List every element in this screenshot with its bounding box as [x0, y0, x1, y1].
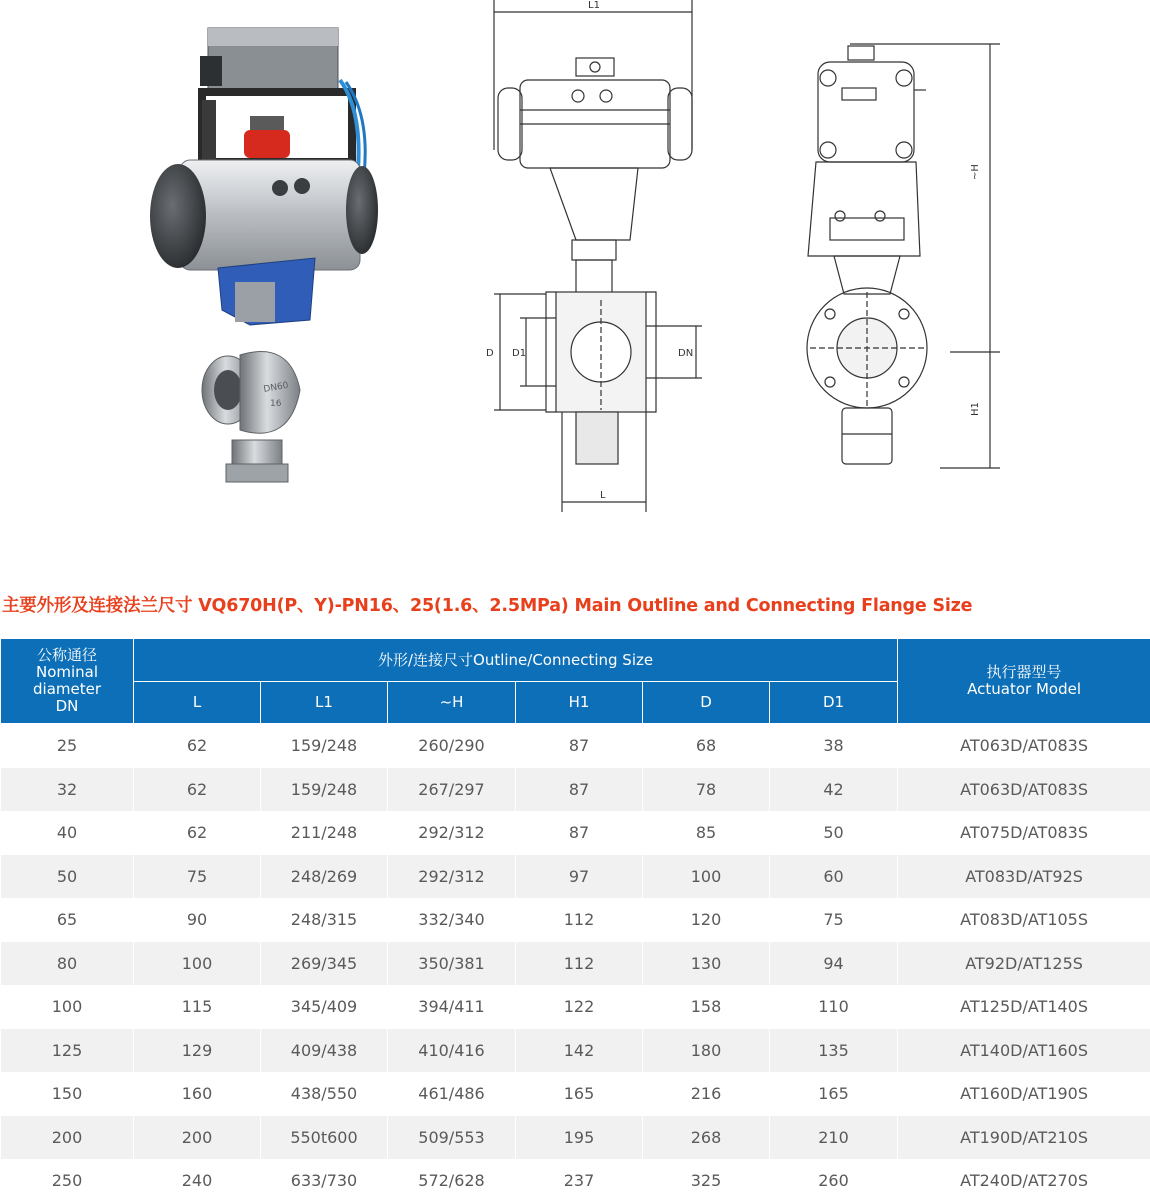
cell-dn: 40	[1, 811, 134, 855]
cell-dn: 32	[1, 768, 134, 812]
header-dn-en2: diameter	[33, 680, 101, 698]
cell-l1: 248/315	[261, 898, 388, 942]
cell-l1: 248/269	[261, 855, 388, 899]
table-row	[1, 1072, 1150, 1116]
dim-label-H: ~H	[970, 164, 981, 180]
cell-d: 158	[643, 985, 770, 1029]
cell-d: 100	[643, 855, 770, 899]
cell-l: 129	[134, 1029, 261, 1073]
cell-d1: 210	[770, 1116, 898, 1160]
cell-d: 68	[643, 724, 770, 768]
header-actuator-cn: 执行器型号	[986, 663, 1062, 681]
cell-l: 62	[134, 724, 261, 768]
cell-dn: 50	[1, 855, 134, 899]
header-col-H1: H1	[516, 682, 643, 724]
cell-l1: 409/438	[261, 1029, 388, 1073]
cell-model: AT063D/AT083S	[898, 768, 1150, 812]
cell-model: AT125D/AT140S	[898, 985, 1150, 1029]
cell-h: 509/553	[388, 1116, 516, 1160]
cell-h1: 165	[516, 1072, 643, 1116]
table-row	[1, 1159, 1150, 1203]
cell-l1: 159/248	[261, 724, 388, 768]
cell-dn: 200	[1, 1116, 134, 1160]
header-col-L1: L1	[261, 682, 388, 724]
table-row	[1, 768, 1150, 812]
cell-model: AT190D/AT210S	[898, 1116, 1150, 1160]
cell-l1: 269/345	[261, 942, 388, 986]
cell-l1: 550t600	[261, 1116, 388, 1160]
side-view-drawing	[790, 30, 1010, 480]
cell-d1: 110	[770, 985, 898, 1029]
cell-h: 292/312	[388, 811, 516, 855]
cell-h: 410/416	[388, 1029, 516, 1073]
cell-l: 240	[134, 1159, 261, 1203]
cell-d: 325	[643, 1159, 770, 1203]
cell-l: 100	[134, 942, 261, 986]
cell-d1: 50	[770, 811, 898, 855]
cell-h: 394/411	[388, 985, 516, 1029]
cell-d: 130	[643, 942, 770, 986]
dim-label-L: L	[600, 490, 606, 501]
header-dn-cn: 公称通径	[36, 646, 97, 664]
photo-body-dn: DN60	[262, 380, 290, 395]
cell-h1: 142	[516, 1029, 643, 1073]
cell-l1: 345/409	[261, 985, 388, 1029]
header-col-H: ~H	[388, 682, 516, 724]
cell-d1: 165	[770, 1072, 898, 1116]
table-row	[1, 724, 1150, 768]
valve-product-photo	[140, 20, 380, 490]
cell-l: 62	[134, 811, 261, 855]
dim-label-DN: DN	[678, 348, 694, 359]
header-actuator-model	[898, 639, 1150, 724]
cell-d1: 135	[770, 1029, 898, 1073]
cell-dn: 80	[1, 942, 134, 986]
cell-d1: 42	[770, 768, 898, 812]
cell-h1: 237	[516, 1159, 643, 1203]
cell-model: AT075D/AT083S	[898, 811, 1150, 855]
header-dn-en3: DN	[55, 697, 79, 715]
cell-d: 216	[643, 1072, 770, 1116]
cell-d1: 75	[770, 898, 898, 942]
cell-model: AT083D/AT105S	[898, 898, 1150, 942]
header-dn-en1: Nominal	[35, 663, 99, 681]
cell-h1: 87	[516, 768, 643, 812]
table-row	[1, 1116, 1150, 1160]
dim-label-D: D	[486, 348, 494, 359]
table-row	[1, 855, 1150, 899]
cell-d1: 94	[770, 942, 898, 986]
cell-model: AT063D/AT083S	[898, 724, 1150, 768]
cell-h1: 87	[516, 724, 643, 768]
header-col-D: D	[643, 682, 770, 724]
table-body	[1, 724, 1150, 1203]
cell-dn: 125	[1, 1029, 134, 1073]
cell-h1: 87	[516, 811, 643, 855]
cell-d: 268	[643, 1116, 770, 1160]
table-row	[1, 1029, 1150, 1073]
cell-d1: 260	[770, 1159, 898, 1203]
photo-body-pn: 16	[270, 399, 282, 409]
cell-h1: 112	[516, 898, 643, 942]
dimension-table	[0, 638, 1150, 1203]
cell-d: 120	[643, 898, 770, 942]
cell-model: AT083D/AT92S	[898, 855, 1150, 899]
cell-model: AT140D/AT160S	[898, 1029, 1150, 1073]
front-view-drawing	[480, 0, 710, 520]
cell-h: 260/290	[388, 724, 516, 768]
cell-l: 115	[134, 985, 261, 1029]
dim-label-L1: L1	[588, 0, 600, 11]
cell-h1: 195	[516, 1116, 643, 1160]
dim-label-H1: H1	[970, 402, 981, 416]
cell-l1: 438/550	[261, 1072, 388, 1116]
cell-d: 78	[643, 768, 770, 812]
cell-dn: 25	[1, 724, 134, 768]
table-row	[1, 985, 1150, 1029]
cell-h1: 112	[516, 942, 643, 986]
cell-dn: 65	[1, 898, 134, 942]
cell-l1: 211/248	[261, 811, 388, 855]
cell-h: 292/312	[388, 855, 516, 899]
cell-model: AT240D/AT270S	[898, 1159, 1150, 1203]
cell-h: 332/340	[388, 898, 516, 942]
cell-l1: 159/248	[261, 768, 388, 812]
cell-l: 62	[134, 768, 261, 812]
cell-dn: 150	[1, 1072, 134, 1116]
cell-d: 85	[643, 811, 770, 855]
cell-model: AT160D/AT190S	[898, 1072, 1150, 1116]
cell-l: 160	[134, 1072, 261, 1116]
cell-l1: 633/730	[261, 1159, 388, 1203]
cell-d1: 38	[770, 724, 898, 768]
cell-model: AT92D/AT125S	[898, 942, 1150, 986]
header-outline-group: 外形/连接尺寸Outline/Connecting Size	[134, 639, 898, 682]
cell-h: 461/486	[388, 1072, 516, 1116]
header-col-D1: D1	[770, 682, 898, 724]
cell-d1: 60	[770, 855, 898, 899]
cell-l: 90	[134, 898, 261, 942]
header-nominal-diameter	[1, 639, 134, 724]
table-row	[1, 811, 1150, 855]
table-row	[1, 898, 1150, 942]
header-col-L: L	[134, 682, 261, 724]
cell-h: 572/628	[388, 1159, 516, 1203]
header-actuator-en: Actuator Model	[967, 680, 1081, 698]
cell-d: 180	[643, 1029, 770, 1073]
cell-l: 200	[134, 1116, 261, 1160]
cell-l: 75	[134, 855, 261, 899]
cell-h1: 122	[516, 985, 643, 1029]
cell-dn: 100	[1, 985, 134, 1029]
cell-h: 267/297	[388, 768, 516, 812]
cell-dn: 250	[1, 1159, 134, 1203]
section-title: 主要外形及连接法兰尺寸 VQ670H(P、Y)-PN16、25(1.6、2.5MPa) Main Outline and Connecting Flange Size	[2, 596, 973, 616]
cell-h: 350/381	[388, 942, 516, 986]
figures-area	[0, 0, 1150, 560]
table-row	[1, 942, 1150, 986]
dim-label-D1: D1	[512, 348, 527, 359]
cell-h1: 97	[516, 855, 643, 899]
